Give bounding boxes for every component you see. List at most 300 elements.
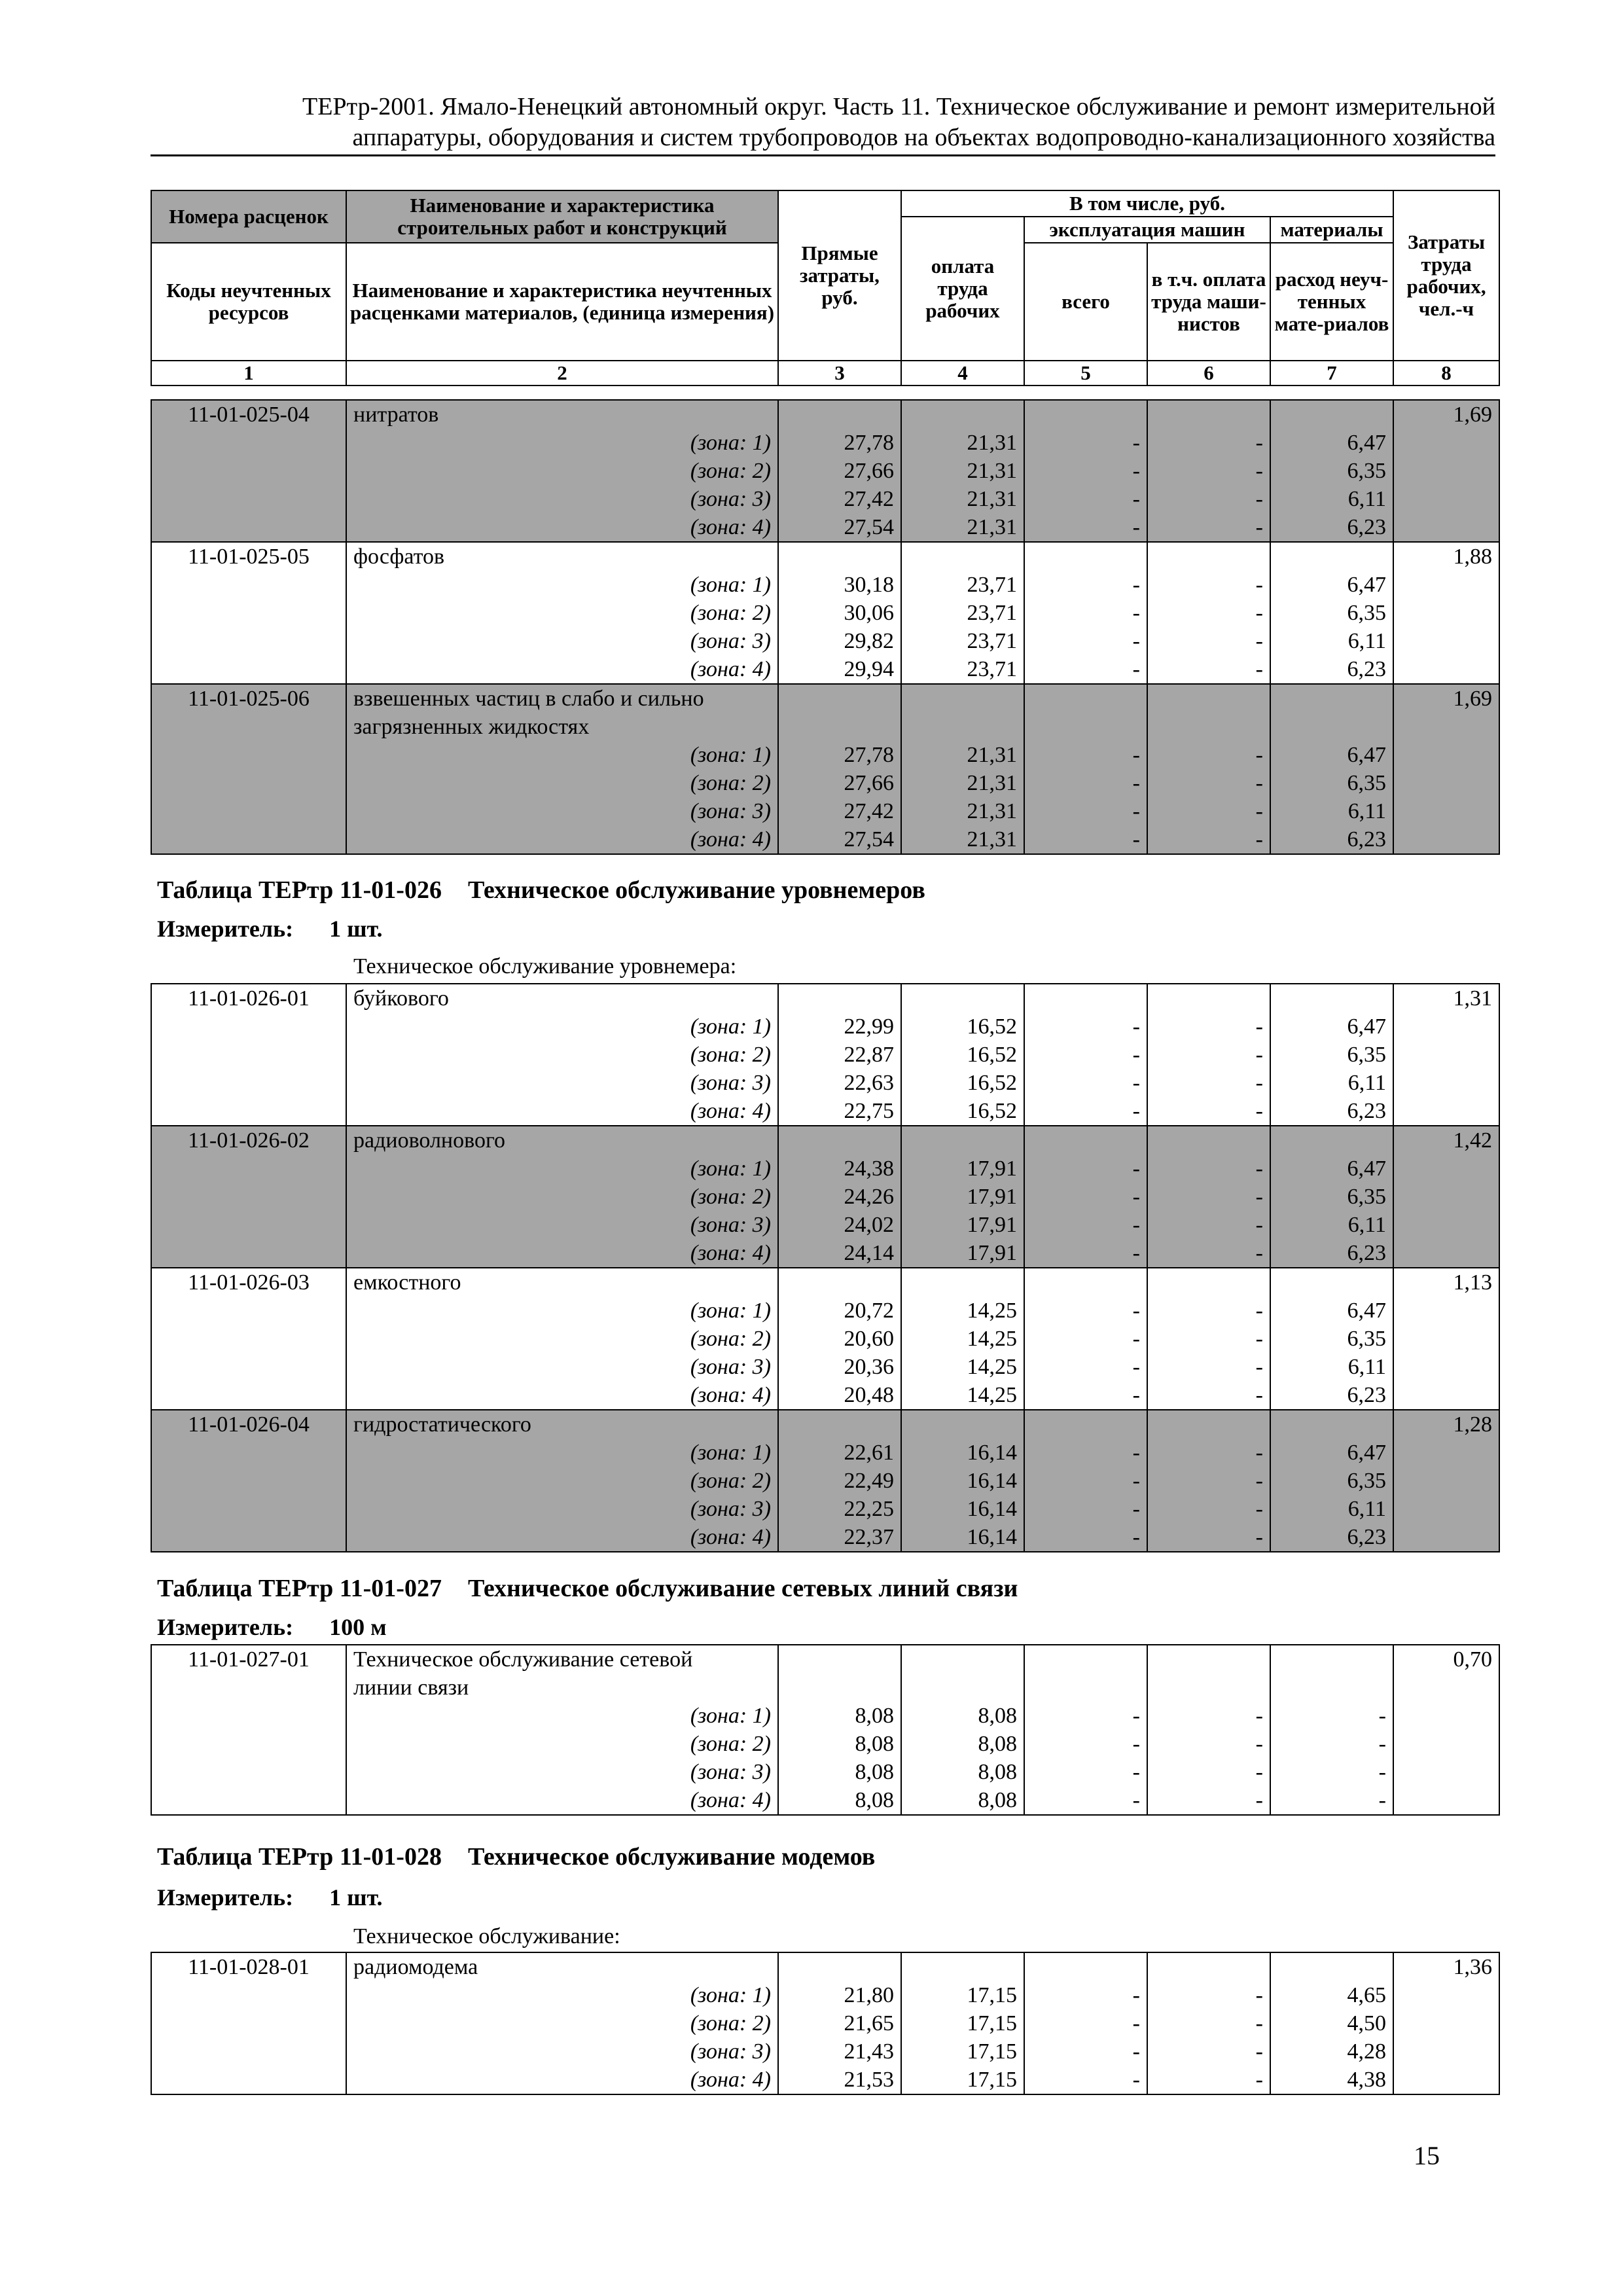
empty-cell <box>1393 2037 1499 2066</box>
col-index: 6 <box>1147 361 1270 386</box>
empty-cell <box>1393 485 1499 513</box>
table-028-title <box>157 1842 875 1871</box>
material-cost: 6,11 <box>1270 627 1393 655</box>
worker-pay: 16,52 <box>901 1013 1024 1041</box>
zone-label: (зона: 2) <box>346 1325 778 1353</box>
zone-label: (зона: 3) <box>346 1211 778 1239</box>
machine-cost: - <box>1024 1495 1147 1523</box>
empty-cell <box>1024 1410 1147 1439</box>
zone-row <box>151 1758 1499 1786</box>
empty-cell <box>151 1239 346 1268</box>
empty-cell <box>1393 2066 1499 2094</box>
empty-cell <box>151 1297 346 1325</box>
direct-cost: 24,14 <box>778 1239 901 1268</box>
machinist-pay: - <box>1147 1702 1270 1730</box>
zone-label: (зона: 1) <box>346 571 778 599</box>
table-026-label: Таблица ТЕРтр 11-01-026 <box>157 876 442 904</box>
material-cost: 6,47 <box>1270 1297 1393 1325</box>
empty-cell <box>1147 984 1270 1013</box>
worker-pay: 23,71 <box>901 627 1024 655</box>
material-cost: 6,23 <box>1270 825 1393 854</box>
rate-name-line: Техническое обслуживание сетевой <box>353 1647 693 1672</box>
zone-label: (зона: 3) <box>346 485 778 513</box>
zone-label: (зона: 3) <box>346 1069 778 1097</box>
empty-cell <box>151 2037 346 2066</box>
empty-cell <box>151 627 346 655</box>
direct-cost: 20,72 <box>778 1297 901 1325</box>
machinist-pay: - <box>1147 1069 1270 1097</box>
material-cost: 6,23 <box>1270 655 1393 684</box>
material-cost: - <box>1270 1730 1393 1758</box>
empty-cell <box>151 599 346 627</box>
zone-row <box>151 797 1499 825</box>
zone-label: (зона: 2) <box>346 1041 778 1069</box>
col-index: 8 <box>1393 361 1499 386</box>
empty-cell <box>1393 2009 1499 2037</box>
machine-cost: - <box>1024 2037 1147 2066</box>
empty-cell <box>901 984 1024 1013</box>
machinist-pay: - <box>1147 741 1270 769</box>
rate-name <box>346 400 778 429</box>
empty-cell <box>778 1645 901 1702</box>
direct-cost: 24,38 <box>778 1155 901 1183</box>
empty-cell <box>1393 429 1499 457</box>
direct-cost: 27,42 <box>778 485 901 513</box>
rate-code: 11-01-025-06 <box>151 684 346 741</box>
zone-row <box>151 741 1499 769</box>
direct-cost: 22,75 <box>778 1097 901 1126</box>
empty-cell <box>1270 1126 1393 1155</box>
zone-row <box>151 2009 1499 2037</box>
col8-header: Затраты труда рабочих, чел.-ч <box>1393 190 1499 361</box>
machinist-pay: - <box>1147 485 1270 513</box>
labor-cost: 1,69 <box>1393 400 1499 429</box>
machinist-pay: - <box>1147 1439 1270 1467</box>
zone-label: (зона: 4) <box>346 513 778 542</box>
zone-row <box>151 1013 1499 1041</box>
worker-pay: 17,91 <box>901 1155 1024 1183</box>
worker-pay: 8,08 <box>901 1730 1024 1758</box>
rates-table-025 <box>151 399 1500 855</box>
worker-pay: 16,52 <box>901 1041 1024 1069</box>
rate-name <box>346 1410 778 1439</box>
zone-row <box>151 599 1499 627</box>
empty-cell <box>1393 797 1499 825</box>
column-header-table <box>151 190 1500 386</box>
empty-cell <box>901 1410 1024 1439</box>
machine-cost: - <box>1024 1013 1147 1041</box>
col7-header: расход неуч-тенных мате-риалов <box>1270 243 1393 361</box>
machine-cost: - <box>1024 1069 1147 1097</box>
empty-cell <box>901 1952 1024 1981</box>
labor-cost: 1,42 <box>1393 1126 1499 1155</box>
rate-name <box>346 984 778 1013</box>
table-027-measure <box>157 1613 387 1641</box>
machinist-pay: - <box>1147 1758 1270 1786</box>
col5-header: всего <box>1024 243 1147 361</box>
worker-pay: 16,14 <box>901 1495 1024 1523</box>
zone-row <box>151 1439 1499 1467</box>
material-cost: 6,47 <box>1270 571 1393 599</box>
zone-row <box>151 1097 1499 1126</box>
col1-bottom-header: Коды неучтенных ресурсов <box>151 243 346 361</box>
zone-row <box>151 655 1499 684</box>
rate-code: 11-01-025-05 <box>151 542 346 571</box>
machinist-pay: - <box>1147 2037 1270 2066</box>
machinist-pay: - <box>1147 1297 1270 1325</box>
empty-cell <box>1393 1353 1499 1381</box>
table-027-label: Таблица ТЕРтр 11-01-027 <box>157 1575 442 1602</box>
zone-row <box>151 1239 1499 1268</box>
rate-code: 11-01-025-04 <box>151 400 346 429</box>
empty-cell <box>151 1013 346 1041</box>
zone-label: (зона: 2) <box>346 457 778 485</box>
page-header <box>151 92 1495 156</box>
machinist-pay: - <box>1147 429 1270 457</box>
empty-cell <box>151 485 346 513</box>
material-cost: 6,11 <box>1270 1495 1393 1523</box>
machinist-pay: - <box>1147 1523 1270 1552</box>
material-cost: 6,11 <box>1270 485 1393 513</box>
measure-value: 1 шт. <box>329 1884 383 1910</box>
machinist-pay: - <box>1147 513 1270 542</box>
table-026-title <box>157 876 925 905</box>
zone-label: (зона: 3) <box>346 627 778 655</box>
empty-cell <box>1393 1013 1499 1041</box>
worker-pay: 16,14 <box>901 1439 1024 1467</box>
empty-cell <box>1393 599 1499 627</box>
table-026-name: Техническое обслуживание уровнемеров <box>467 876 925 904</box>
table-row <box>151 400 1499 429</box>
empty-cell <box>1393 1325 1499 1353</box>
empty-cell <box>1147 1645 1270 1702</box>
empty-cell <box>901 542 1024 571</box>
empty-cell <box>151 571 346 599</box>
empty-cell <box>151 1758 346 1786</box>
zone-label: (зона: 4) <box>346 2066 778 2094</box>
worker-pay: 21,31 <box>901 513 1024 542</box>
material-cost: 6,35 <box>1270 1183 1393 1211</box>
rate-code: 11-01-026-02 <box>151 1126 346 1155</box>
rate-name <box>346 684 778 741</box>
machine-cost: - <box>1024 429 1147 457</box>
empty-cell <box>151 1325 346 1353</box>
machine-cost: - <box>1024 571 1147 599</box>
header-line-1: ТЕРтр-2001. Ямало-Ненецкий автономный округ. Часть 11. Техническое обслуживание и ремонт измерительной <box>302 93 1495 120</box>
direct-cost: 22,99 <box>778 1013 901 1041</box>
machine-cost: - <box>1024 741 1147 769</box>
rate-name-line: гидростатического <box>353 1412 531 1437</box>
empty-cell <box>778 1126 901 1155</box>
empty-cell <box>1270 984 1393 1013</box>
machine-cost: - <box>1024 485 1147 513</box>
empty-cell <box>1393 627 1499 655</box>
material-cost: 6,23 <box>1270 1381 1393 1410</box>
direct-cost: 22,37 <box>778 1523 901 1552</box>
machine-cost: - <box>1024 825 1147 854</box>
col-index: 2 <box>346 361 778 386</box>
col-index: 3 <box>778 361 901 386</box>
zone-label: (зона: 1) <box>346 1439 778 1467</box>
empty-cell <box>778 542 901 571</box>
worker-pay: 21,31 <box>901 825 1024 854</box>
empty-cell <box>151 1155 346 1183</box>
empty-cell <box>901 1645 1024 1702</box>
table-row <box>151 684 1499 741</box>
zone-row <box>151 1786 1499 1815</box>
machinist-pay: - <box>1147 797 1270 825</box>
direct-cost: 27,66 <box>778 769 901 797</box>
zone-label: (зона: 4) <box>346 825 778 854</box>
material-cost: 6,35 <box>1270 457 1393 485</box>
rate-code: 11-01-026-01 <box>151 984 346 1013</box>
empty-cell <box>1393 1297 1499 1325</box>
empty-cell <box>1147 1952 1270 1981</box>
empty-cell <box>1147 542 1270 571</box>
direct-cost: 20,60 <box>778 1325 901 1353</box>
col2-bottom-header: Наименование и характеристика неучтенных расценками материалов, (единица измерения) <box>346 243 778 361</box>
empty-cell <box>1393 1183 1499 1211</box>
empty-cell <box>151 1041 346 1069</box>
empty-cell <box>778 1268 901 1297</box>
worker-pay: 17,91 <box>901 1211 1024 1239</box>
empty-cell <box>151 1069 346 1097</box>
zone-label: (зона: 1) <box>346 741 778 769</box>
empty-cell <box>1024 1645 1147 1702</box>
material-cost: 6,23 <box>1270 1523 1393 1552</box>
rate-name <box>346 1126 778 1155</box>
empty-cell <box>1393 1730 1499 1758</box>
material-cost: 6,11 <box>1270 1353 1393 1381</box>
rate-name <box>346 1645 778 1702</box>
worker-pay: 17,15 <box>901 1981 1024 2009</box>
machine-cost: - <box>1024 1211 1147 1239</box>
rate-name-line: фосфатов <box>353 545 445 569</box>
empty-cell <box>1024 684 1147 741</box>
rate-name-line: взвешенных частиц в слабо и сильно <box>353 687 704 711</box>
table-027-title <box>157 1574 1018 1603</box>
col1-top-header: Номера расценок <box>151 190 346 243</box>
labor-cost: 1,36 <box>1393 1952 1499 1981</box>
machine-cost: - <box>1024 1439 1147 1467</box>
labor-cost: 1,28 <box>1393 1410 1499 1439</box>
material-cost: 6,35 <box>1270 1467 1393 1495</box>
empty-cell <box>1147 684 1270 741</box>
col4-header: оплата труда рабочих <box>901 217 1024 361</box>
empty-cell <box>151 1981 346 2009</box>
labor-cost: 0,70 <box>1393 1645 1499 1702</box>
empty-cell <box>151 429 346 457</box>
direct-cost: 21,65 <box>778 2009 901 2037</box>
machine-cost: - <box>1024 797 1147 825</box>
material-cost: - <box>1270 1702 1393 1730</box>
empty-cell <box>1393 1758 1499 1786</box>
empty-cell <box>151 2066 346 2094</box>
material-cost: 6,23 <box>1270 1239 1393 1268</box>
table-row <box>151 542 1499 571</box>
machinist-pay: - <box>1147 2066 1270 2094</box>
empty-cell <box>1393 1239 1499 1268</box>
material-cost: 6,11 <box>1270 1211 1393 1239</box>
labor-cost: 1,88 <box>1393 542 1499 571</box>
machinist-pay: - <box>1147 1353 1270 1381</box>
zone-row <box>151 1069 1499 1097</box>
machinist-pay: - <box>1147 825 1270 854</box>
machinist-pay: - <box>1147 769 1270 797</box>
material-cost: 6,11 <box>1270 1069 1393 1097</box>
rate-name-line: емкостного <box>353 1270 461 1295</box>
machine-cost: - <box>1024 1786 1147 1815</box>
machine-cost: - <box>1024 1523 1147 1552</box>
material-cost: 6,47 <box>1270 741 1393 769</box>
machinist-pay: - <box>1147 1041 1270 1069</box>
zone-label: (зона: 1) <box>346 1702 778 1730</box>
direct-cost: 8,08 <box>778 1702 901 1730</box>
worker-pay: 16,14 <box>901 1467 1024 1495</box>
empty-cell <box>1393 769 1499 797</box>
machinist-pay: - <box>1147 1013 1270 1041</box>
machinist-pay: - <box>1147 571 1270 599</box>
zone-label: (зона: 1) <box>346 1297 778 1325</box>
worker-pay: 16,14 <box>901 1523 1024 1552</box>
rate-code: 11-01-026-04 <box>151 1410 346 1439</box>
zone-row <box>151 2066 1499 2094</box>
machine-cost: - <box>1024 1097 1147 1126</box>
table-row <box>151 1645 1499 1702</box>
col-index: 1 <box>151 361 346 386</box>
empty-cell <box>151 1702 346 1730</box>
incl-header: В том числе, руб. <box>901 190 1393 217</box>
empty-cell <box>151 513 346 542</box>
direct-cost: 27,42 <box>778 797 901 825</box>
zone-row <box>151 1297 1499 1325</box>
machine-cost: - <box>1024 627 1147 655</box>
machine-cost: - <box>1024 1239 1147 1268</box>
empty-cell <box>1393 1467 1499 1495</box>
zone-row <box>151 1467 1499 1495</box>
direct-cost: 8,08 <box>778 1730 901 1758</box>
direct-cost: 27,54 <box>778 825 901 854</box>
empty-cell <box>151 1786 346 1815</box>
empty-cell <box>1393 513 1499 542</box>
machine-cost: - <box>1024 1381 1147 1410</box>
empty-cell <box>1393 741 1499 769</box>
worker-pay: 21,31 <box>901 741 1024 769</box>
machinist-pay: - <box>1147 1097 1270 1126</box>
zone-row <box>151 1211 1499 1239</box>
empty-cell <box>1393 1097 1499 1126</box>
direct-cost: 21,53 <box>778 2066 901 2094</box>
col-index: 4 <box>901 361 1024 386</box>
empty-cell <box>1270 1952 1393 1981</box>
direct-cost: 22,61 <box>778 1439 901 1467</box>
zone-row <box>151 2037 1499 2066</box>
labor-cost: 1,31 <box>1393 984 1499 1013</box>
zone-row <box>151 825 1499 854</box>
direct-cost: 22,63 <box>778 1069 901 1097</box>
empty-cell <box>1270 1268 1393 1297</box>
col2-top-header: Наименование и характеристика строительных работ и конструкций <box>346 190 778 243</box>
material-cost: 4,65 <box>1270 1981 1393 2009</box>
machinist-pay: - <box>1147 1981 1270 2009</box>
empty-cell <box>151 1467 346 1495</box>
table-row <box>151 1410 1499 1439</box>
direct-cost: 30,06 <box>778 599 901 627</box>
machine-cost: - <box>1024 769 1147 797</box>
zone-label: (зона: 4) <box>346 1097 778 1126</box>
rates-table-026 <box>151 983 1500 1552</box>
empty-cell <box>1393 457 1499 485</box>
material-cost: 6,23 <box>1270 1097 1393 1126</box>
zone-label: (зона: 4) <box>346 655 778 684</box>
machinist-pay: - <box>1147 1730 1270 1758</box>
machinist-pay: - <box>1147 1211 1270 1239</box>
zone-label: (зона: 2) <box>346 599 778 627</box>
measure-label: Измеритель: <box>157 1614 294 1640</box>
empty-cell <box>901 684 1024 741</box>
empty-cell <box>1270 542 1393 571</box>
col3-header: Прямые затраты, руб. <box>778 190 901 361</box>
table-026-subtitle: Техническое обслуживание уровнемера: <box>353 954 737 978</box>
rate-name-line: нитратов <box>353 403 439 427</box>
worker-pay: 14,25 <box>901 1353 1024 1381</box>
material-cost: 6,47 <box>1270 429 1393 457</box>
zone-label: (зона: 1) <box>346 1013 778 1041</box>
measure-value: 100 м <box>329 1614 387 1640</box>
worker-pay: 23,71 <box>901 599 1024 627</box>
zone-row <box>151 1702 1499 1730</box>
empty-cell <box>1393 1041 1499 1069</box>
machine-cost: - <box>1024 1758 1147 1786</box>
worker-pay: 16,52 <box>901 1097 1024 1126</box>
worker-pay: 21,31 <box>901 797 1024 825</box>
empty-cell <box>778 1952 901 1981</box>
worker-pay: 14,25 <box>901 1381 1024 1410</box>
machinist-pay: - <box>1147 627 1270 655</box>
empty-cell <box>1270 684 1393 741</box>
worker-pay: 23,71 <box>901 571 1024 599</box>
zone-label: (зона: 3) <box>346 1353 778 1381</box>
zone-row <box>151 1981 1499 2009</box>
empty-cell <box>1024 542 1147 571</box>
material-cost: - <box>1270 1758 1393 1786</box>
empty-cell <box>151 2009 346 2037</box>
machine-cost: - <box>1024 457 1147 485</box>
empty-cell <box>1393 1495 1499 1523</box>
worker-pay: 21,31 <box>901 457 1024 485</box>
empty-cell <box>151 1183 346 1211</box>
zone-label: (зона: 3) <box>346 797 778 825</box>
worker-pay: 8,08 <box>901 1786 1024 1815</box>
empty-cell <box>778 400 901 429</box>
zone-row <box>151 1523 1499 1552</box>
empty-cell <box>1393 1069 1499 1097</box>
zone-label: (зона: 2) <box>346 1467 778 1495</box>
empty-cell <box>151 825 346 854</box>
material-cost: 6,47 <box>1270 1439 1393 1467</box>
empty-cell <box>151 1495 346 1523</box>
zone-row <box>151 1041 1499 1069</box>
machine-cost: - <box>1024 1325 1147 1353</box>
rate-code: 11-01-026-03 <box>151 1268 346 1297</box>
direct-cost: 8,08 <box>778 1758 901 1786</box>
empty-cell <box>1393 1439 1499 1467</box>
table-028-subtitle: Техническое обслуживание: <box>353 1924 620 1948</box>
empty-cell <box>151 655 346 684</box>
empty-cell <box>1393 1523 1499 1552</box>
empty-cell <box>778 984 901 1013</box>
empty-cell <box>1393 825 1499 854</box>
